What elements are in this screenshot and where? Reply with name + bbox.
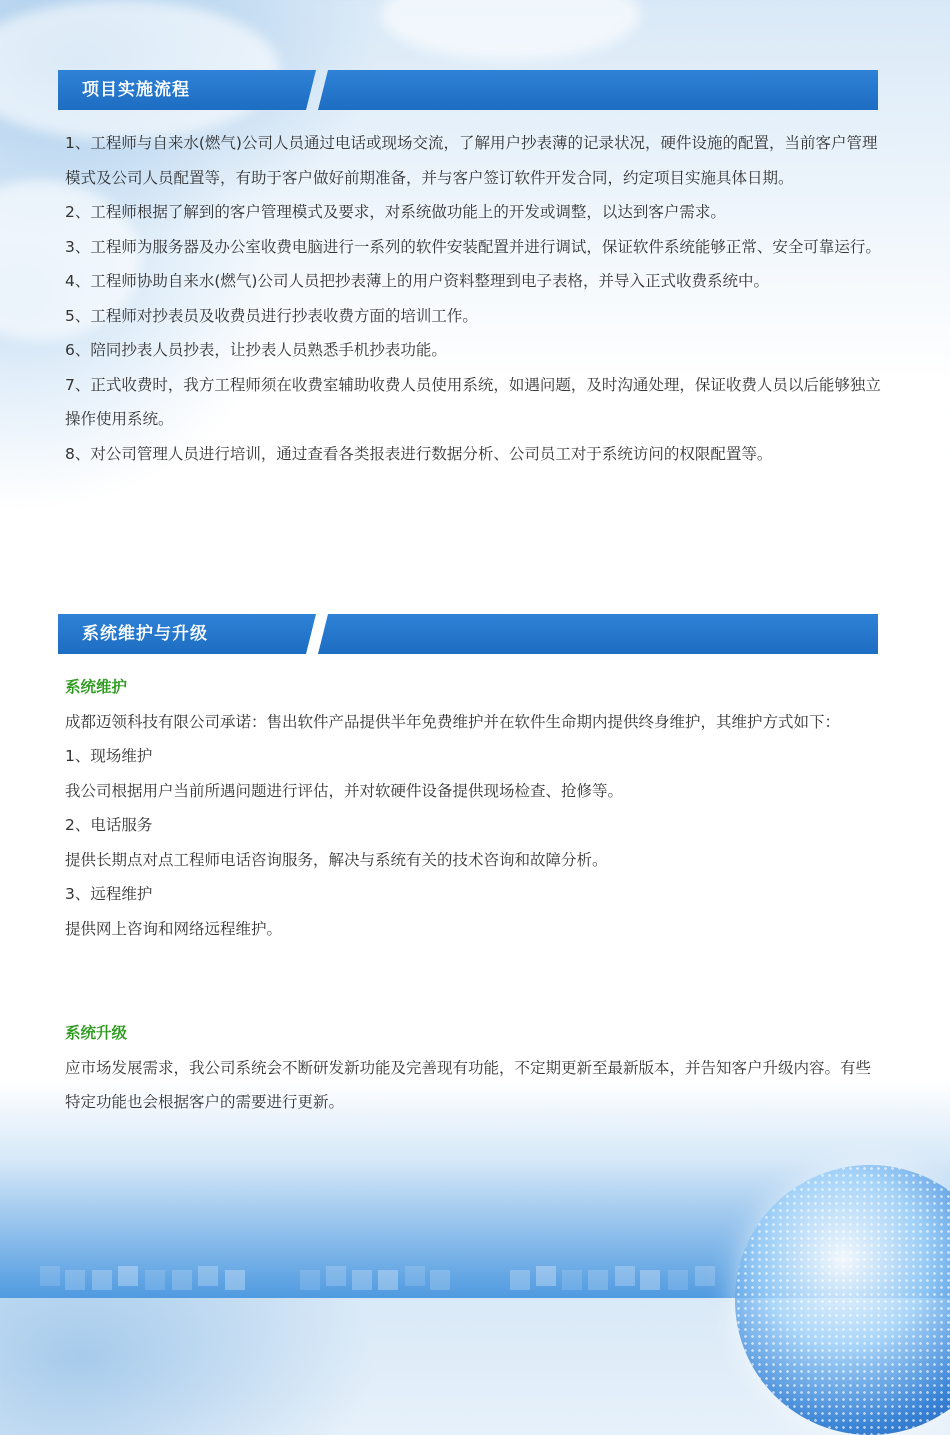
pixel-square (172, 1270, 192, 1290)
globe-graphic (735, 1165, 950, 1435)
pixel-square (510, 1270, 530, 1290)
maintenance-item: 3、远程维护 (65, 885, 153, 903)
maintenance-item: 提供长期点对点工程师电话咨询服务，解决与系统有关的技术咨询和故障分析。 (65, 850, 608, 869)
globe-dots (735, 1165, 950, 1435)
pixel-squares-decoration (0, 1262, 740, 1298)
maintenance-item: 提供网上咨询和网络远程维护。 (65, 919, 283, 938)
pixel-square (65, 1270, 85, 1290)
pixel-square (562, 1270, 582, 1290)
step-item: 3、工程师为服务器及办公室收费电脑进行一系列的软件安装配置并进行调试，保证软件系统能够正常、安全可靠运行。 (65, 237, 881, 256)
step-item: 7、正式收费时，我方工程师须在收费室辅助收费人员使用系统，如遇问题，及时沟通处理，保证收费人员以后能够独立操作使用系统。 (65, 375, 881, 428)
pixel-square (198, 1266, 218, 1286)
pixel-square (536, 1266, 556, 1286)
pixel-square (352, 1270, 372, 1290)
section-header-implementation (58, 70, 878, 110)
maintenance-heading: 系统维护 (65, 678, 128, 696)
pixel-square (326, 1266, 346, 1286)
step-item: 2、工程师根据了解到的客户管理模式及要求，对系统做功能上的开发或调整，以达到客户需求。 (65, 203, 726, 221)
pixel-square (695, 1266, 715, 1286)
pixel-square (640, 1270, 660, 1290)
upgrade-block (65, 1016, 883, 1120)
pixel-square (225, 1270, 245, 1290)
step-item: 8、对公司管理人员进行培训，通过查看各类报表进行数据分析、公司员工对于系统访问的权限配置等。 (65, 444, 773, 463)
pixel-square (118, 1266, 138, 1286)
maintenance-item: 我公司根据用户当前所遇问题进行评估，并对软硬件设备提供现场检查、抢修等。 (65, 781, 624, 800)
pixel-square (145, 1270, 165, 1290)
upgrade-text: 应市场发展需求，我公司系统会不断研发新功能及完善现有功能，不定期更新至最新版本，并告知客户升级内容。有些特定功能也会根据客户的需要进行更新。 (65, 1058, 872, 1111)
pixel-square (615, 1266, 635, 1286)
maintenance-item: 2、电话服务 (65, 816, 153, 834)
pixel-square (668, 1270, 688, 1290)
section-title: 系统维护与升级 (82, 624, 208, 644)
pixel-square (588, 1270, 608, 1290)
cloud-decoration (380, 0, 640, 60)
maintenance-item: 1、现场维护 (65, 747, 153, 765)
header-bar-right (318, 70, 878, 110)
section-header-maintenance (58, 614, 878, 654)
pixel-square (378, 1270, 398, 1290)
pixel-square (300, 1270, 320, 1290)
maintenance-block (65, 670, 883, 946)
step-item: 4、工程师协助自来水(燃气)公司人员把抄表薄上的用户资料整理到电子表格，并导入正式收费系统中。 (65, 272, 769, 290)
implementation-steps (65, 126, 883, 471)
section-title: 项目实施流程 (82, 80, 190, 100)
maintenance-intro: 成都迈领科技有限公司承诺：售出软件产品提供半年免费维护并在软件生命期内提供终身维护，其维护方式如下： (65, 712, 841, 731)
step-item: 1、工程师与自来水(燃气)公司人员通过电话或现场交流，了解用户抄表薄的记录状况，硬件设施的配置，当前客户管理模式及公司人员配置等，有助于客户做好前期准备，并与客户签订软件开发合同，约定项目实施具体日期。 (65, 134, 878, 187)
upgrade-heading: 系统升级 (65, 1024, 128, 1042)
step-item: 6、陪同抄表人员抄表，让抄表人员熟悉手机抄表功能。 (65, 341, 447, 359)
header-bar-right (318, 614, 878, 654)
step-item: 5、工程师对抄表员及收费员进行抄表收费方面的培训工作。 (65, 306, 478, 325)
pixel-square (40, 1266, 60, 1286)
pixel-square (430, 1270, 450, 1290)
pixel-square (405, 1266, 425, 1286)
pixel-square (92, 1270, 112, 1290)
